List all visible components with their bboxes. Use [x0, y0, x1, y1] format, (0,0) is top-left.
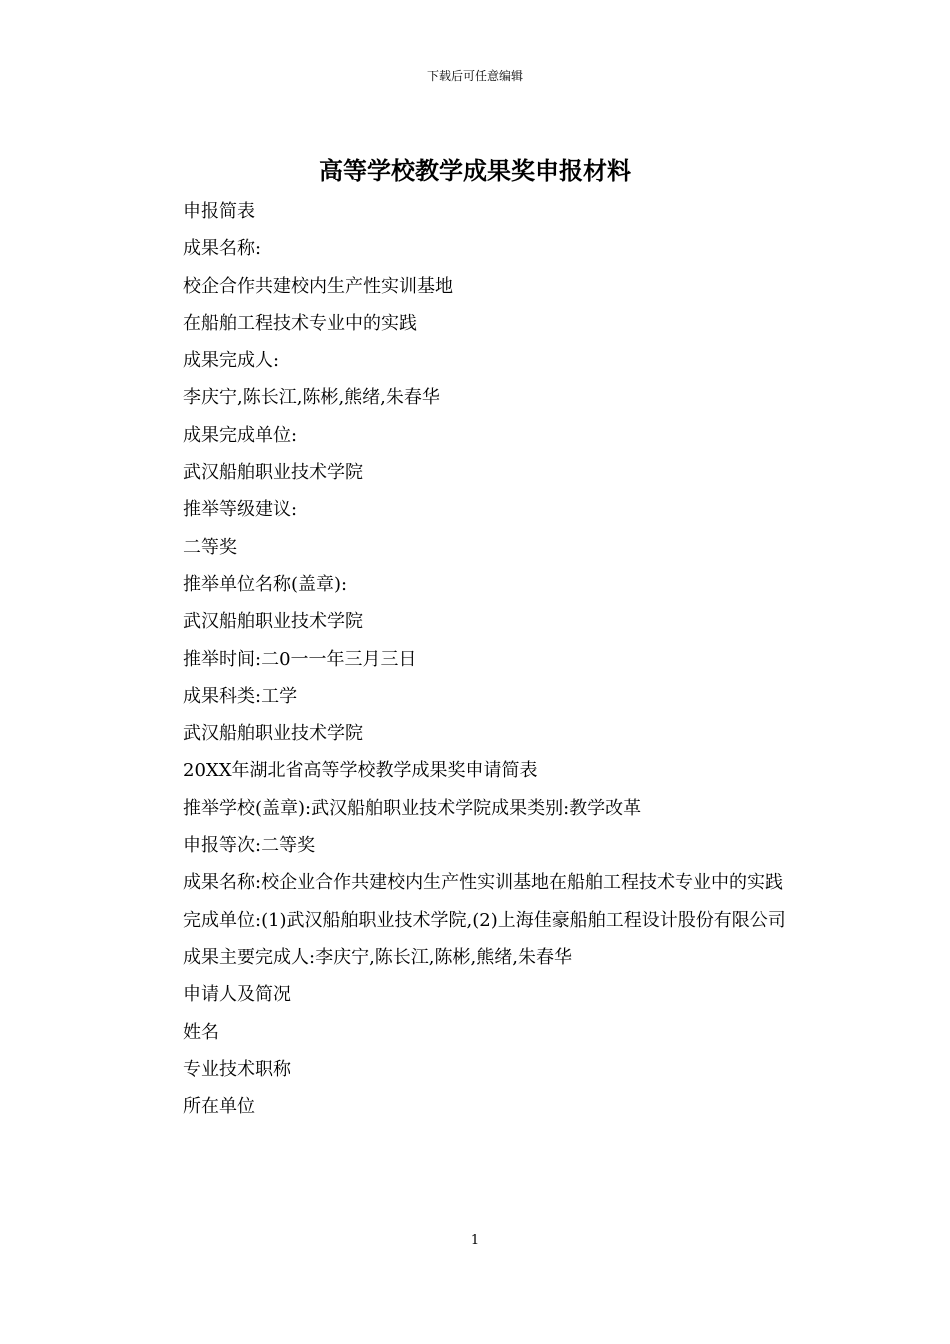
paragraph: 专业技术职称	[183, 1058, 291, 1080]
paragraph: 武汉船舶职业技术学院	[183, 611, 363, 633]
paragraph: 武汉船舶职业技术学院	[183, 462, 363, 484]
paragraph: 申报等次:二等奖	[183, 835, 316, 857]
paragraph: 武汉船舶职业技术学院	[183, 723, 363, 745]
paragraph: 推举单位名称(盖章):	[183, 573, 348, 595]
paragraph: 成果完成单位:	[183, 424, 298, 446]
paragraph: 校企合作共建校内生产性实训基地	[183, 275, 453, 297]
paragraph: 申请人及简况	[183, 984, 291, 1006]
paragraph: 成果名称:	[183, 238, 262, 260]
paragraph: 成果名称:校企业合作共建校内生产性实训基地在船舶工程技术专业中的实践	[183, 872, 784, 894]
paragraph: 二等奖	[183, 536, 237, 558]
paragraph: 李庆宁,陈长江,陈彬,熊绪,朱春华	[183, 387, 440, 409]
page-number: 1	[470, 1233, 480, 1248]
paragraph: 20XX年湖北省高等学校教学成果奖申请简表	[183, 760, 538, 782]
paragraph: 申报简表	[183, 201, 255, 222]
paragraph: 在船舶工程技术专业中的实践	[183, 312, 417, 334]
document-body	[145, 193, 815, 1125]
paragraph: 推举时间:二0一一年三月三日	[183, 648, 417, 670]
paragraph: 成果完成人:	[183, 350, 280, 372]
document-title: 高等学校教学成果奖申报材料	[319, 156, 631, 185]
page-header-note: 下载后可任意编辑	[426, 69, 523, 83]
paragraph: 完成单位:(1)武汉船舶职业技术学院,(2)上海佳豪船舶工程设计股份有限公司	[183, 909, 786, 931]
paragraph: 成果科类:工学	[183, 685, 298, 707]
paragraph: 推举学校(盖章):武汉船舶职业技术学院成果类别:教学改革	[183, 797, 642, 819]
paragraph: 成果主要完成人:李庆宁,陈长江,陈彬,熊绪,朱春华	[183, 946, 572, 968]
paragraph: 推举等级建议:	[183, 499, 298, 521]
paragraph: 所在单位	[183, 1096, 255, 1118]
paragraph: 姓名	[183, 1021, 219, 1043]
